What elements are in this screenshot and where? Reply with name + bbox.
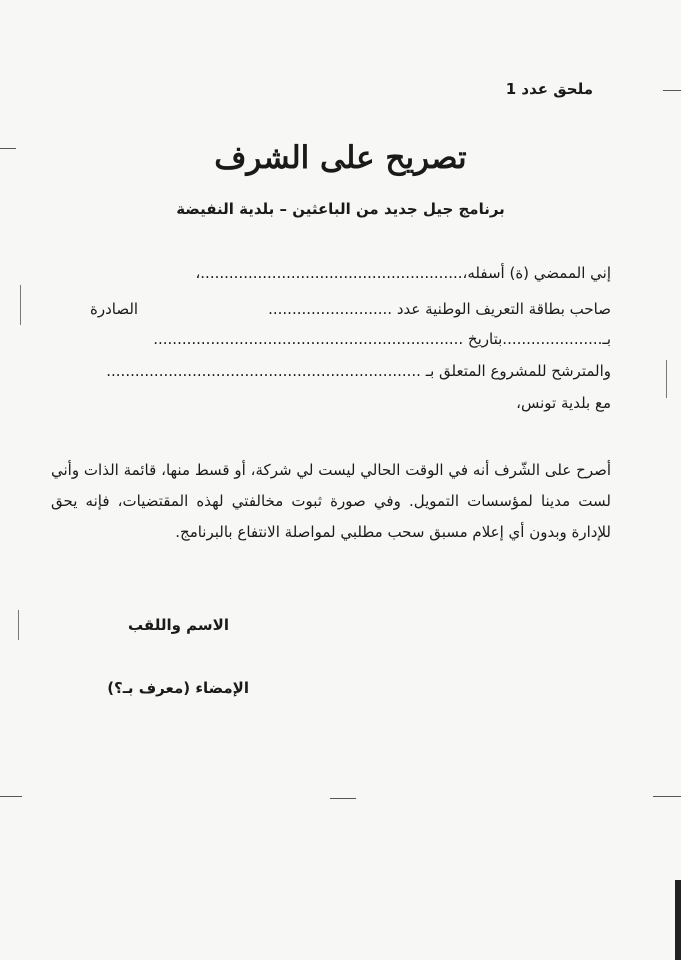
fold-mark <box>666 360 667 398</box>
fold-mark <box>663 90 681 91</box>
form-line-id-card-issued: الصادرة <box>90 300 139 318</box>
fold-mark <box>0 796 22 797</box>
document-title: تصريح على الشرف <box>214 140 467 176</box>
fold-mark <box>330 798 356 799</box>
form-line-project: والمترشح للمشروع المتعلق بـ .................................................................. <box>106 362 611 380</box>
declaration-paragraph: أصرح على الشّرف أنه في الوقت الحالي ليست لي شركة، أو قسط منها، قائمة الذات وأني لست مدينا لمؤسسات التمويل. وفي صورة ثبوت مخالفتي لهذه المقتضيات، فإنه يحق للإدارة وبدون أي إعلام مسبق سحب مطلبي لمواصلة الانتفاع بالبرنامج. <box>51 461 611 541</box>
name-label: الاسم واللقب <box>128 616 229 634</box>
form-line-id-card-text: صاحب بطاقة التعريف الوطنية عدد .......................... <box>268 300 611 318</box>
fold-mark <box>20 285 21 325</box>
form-line-id-card <box>90 300 611 318</box>
form-line-date: بـ.....................بتاريخ ................................................................. <box>153 330 611 348</box>
document-subtitle: برنامج جيل جديد من الباعثين – بلدية النفيضة <box>176 200 505 218</box>
form-line-municipality: مع بلدية تونس، <box>516 394 611 412</box>
signature-label: الإمضاء (معرف بـ؟) <box>107 679 249 697</box>
fold-mark <box>18 610 19 640</box>
annex-label: ملحق عدد 1 <box>505 80 593 98</box>
fold-mark <box>653 796 681 797</box>
fold-mark <box>0 148 16 149</box>
scan-edge-shadow <box>675 880 681 960</box>
form-line-signatory: إني الممضي (ة) أسفله،.......................................................، <box>195 264 611 282</box>
